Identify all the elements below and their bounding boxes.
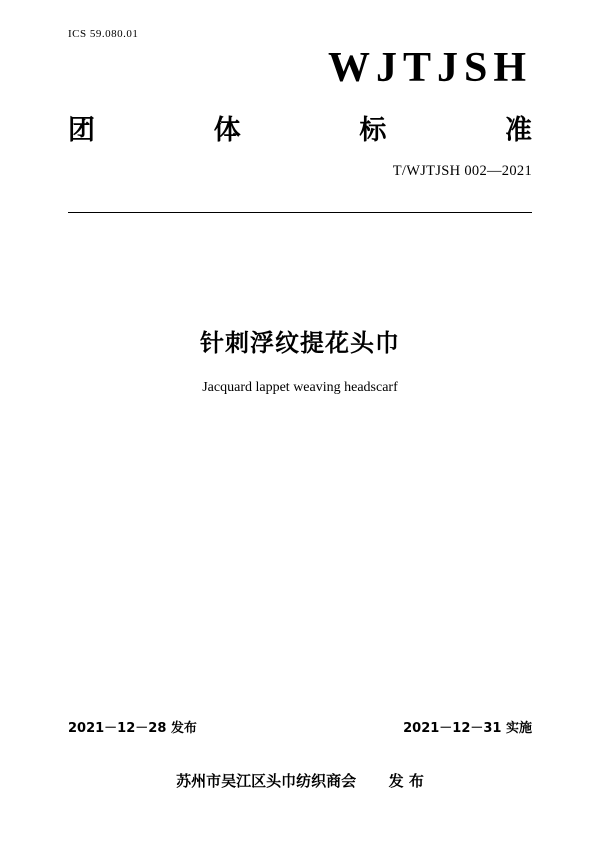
standard-type-heading	[68, 108, 532, 147]
standard-type-char-1: 团	[68, 115, 95, 146]
standard-number: T/WJTJSH 002—2021	[392, 163, 532, 179]
organization-logo: WJTJSH	[327, 45, 532, 91]
issue-date: 2021－12－28 发布	[68, 721, 197, 736]
standard-type-char-4: 准	[504, 115, 532, 146]
document-title-chinese: 针刺浮纹提花头巾	[200, 329, 400, 357]
publisher-name: 苏州市吴江区头巾纺织商会	[176, 772, 357, 790]
ics-code: ICS 59.080.01	[68, 28, 139, 40]
document-title-english: Jacquard lappet weaving headscarf	[202, 380, 398, 395]
publisher-suffix: 发 布	[388, 772, 424, 790]
publisher-line	[0, 770, 600, 791]
standard-type-char-2: 体	[213, 115, 241, 146]
standard-type-char-3: 标	[359, 115, 387, 146]
header-divider	[68, 212, 532, 213]
implementation-date: 2021－12－31 实施	[403, 721, 532, 736]
